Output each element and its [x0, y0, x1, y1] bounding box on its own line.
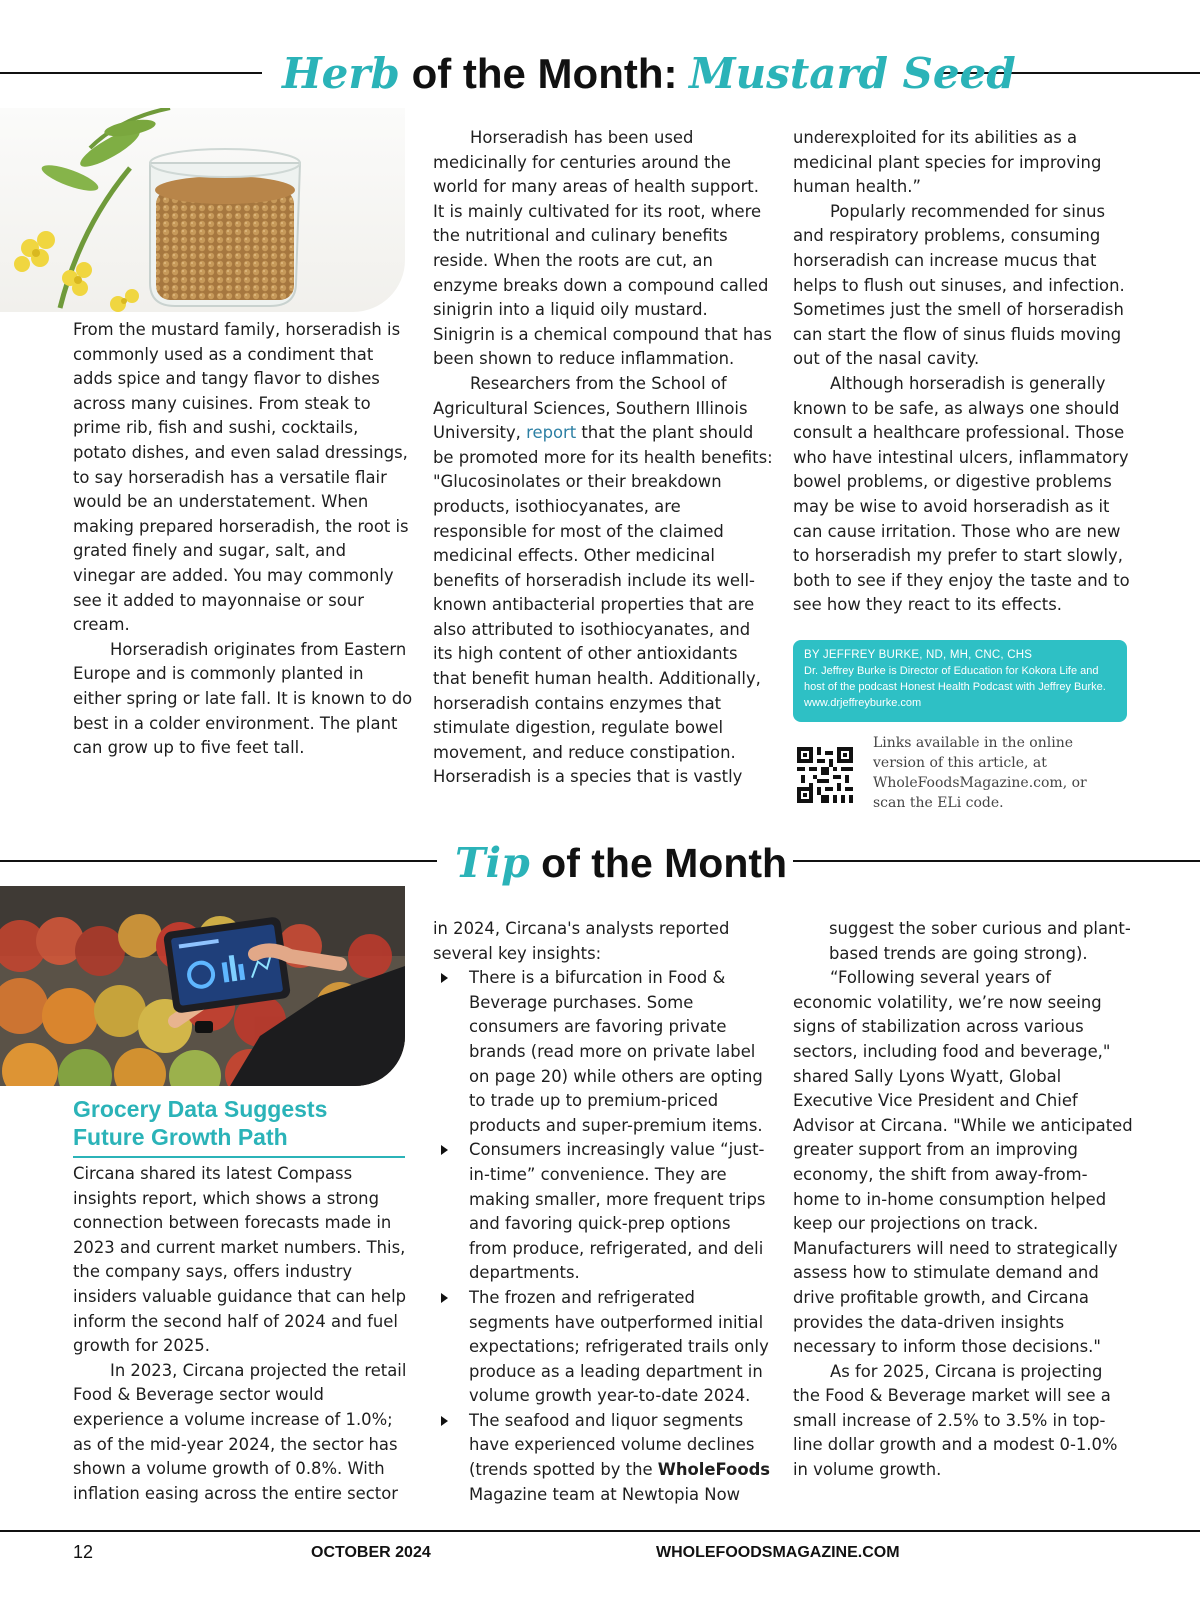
site-url[interactable]: WHOLEFOODSMAGAZINE.COM [656, 1544, 900, 1561]
grocery-tablet-image [0, 886, 405, 1086]
herb-title [282, 48, 1016, 100]
tip-col2-intro: in 2024, Circana's analysts reported several key insights: [433, 919, 730, 963]
byline-author: BY JEFFREY BURKE, ND, MH, CNC, CHS [804, 649, 1033, 661]
tip-column-3 [793, 917, 1133, 1483]
insights-list [433, 966, 773, 1507]
tip-column-1 [73, 1162, 413, 1506]
herb-rule-left [0, 72, 262, 74]
herb-col2-para-2 [433, 372, 773, 790]
insight-4-brand: WholeFoods [657, 1460, 771, 1480]
tip-col1-para-1: Circana shared its latest Compass insights report, which shows a strong connection between forecasts made in 2023 and current market numbers. This, the company says, offers industry insiders valuable guidance that can help inform the second half of 2024 and fuel growth for 2025. [73, 1164, 407, 1356]
herb-column-1 [73, 318, 413, 761]
qr-code-note: Links available in the online version of this article, at WholeFoodsMagazine.com, or scan the ELi code. [873, 735, 1087, 811]
herb-col3-para-1: underexploited for its abilities as a medicinal plant species for improving human health.” [793, 128, 1102, 197]
herb-col2-para-2-start: Researchers from the School of Agricultural Sciences, Southern Illinois University, [433, 373, 748, 443]
herb-title-mid: of the Month: [399, 50, 690, 97]
tip-col1-para-2: In 2023, Circana projected the retail Food & Beverage sector would experience a volume increase of 1.0%; as of the mid-year 2024, the sector has shown a volume growth of 0.8%. With inflation easing across the entire sector [73, 1360, 407, 1503]
tip-title [455, 838, 787, 888]
herb-title-accent2: Mustard Seed [689, 49, 1016, 98]
herb-col3-para-3: Although horseradish is generally known to be safe, as always one should consult a healthcare professional. Those who have intestinal ulcers, inflammatory bowel problems, or digestive problems may be wise to avoid horseradish as it can cause irritation. Those who are new to horseradish my prefer to start slowly, both to see if they enjoy the taste and to see how they react to its effects. [793, 373, 1130, 615]
tip-rule-left [0, 860, 437, 862]
byline-url[interactable]: www.drjeffreyburke.com [804, 697, 922, 709]
tip-subhead: Grocery Data Suggests Future Growth Path [73, 1096, 328, 1150]
herb-col1-para-1: From the mustard family, horseradish is commonly used as a condiment that adds spice and tangy flavor to dishes across many cuisines. From steak to prime rib, fish and sushi, cocktails, potato dishes, and even salad dressings, to say horseradish has a versatile flair would be an understatement. When making prepared horseradish, the root is grated finely and sugar, salt, and vinegar are added. You may commonly see it added to mayonnaise or sour cream. [73, 320, 409, 635]
herb-col3-para-2: Popularly recommended for sinus and respiratory problems, consuming horseradish can increase mucus that helps to flush out sinuses, and infection. Sometimes just the smell of horseradish can start the flow of sinus fluids moving out of the nasal cavity. [793, 201, 1125, 369]
herb-title-accent1: Herb [282, 49, 400, 98]
tip-rule-right [793, 860, 1200, 862]
herb-column-2 [433, 126, 773, 790]
mustard-seed-illustration [0, 108, 405, 312]
byline-bio: Dr. Jeffrey Burke is Director of Education for Kokora Life and host of the podcast Honest Health Podcast with Jeffrey Burke. [804, 665, 1106, 693]
page-number: 12 [73, 1542, 94, 1562]
tip-title-rest: of the Month [529, 840, 788, 886]
insight-item: There is a bifurcation in Food & Beverage purchases. Some consumers are favoring private brands (read more on private label on page 20) while others are opting to trade up to premium-priced products and super-premium items. [433, 966, 773, 1138]
insight-item: The frozen and refrigerated segments have outperformed initial expectations; refrigerated trails only produce as a leading department in volume growth year-to-date 2024. [433, 1286, 773, 1409]
footer-rule [0, 1530, 1200, 1532]
herb-col2-para-2-end: that the plant should be promoted more for its health benefits: "Glucosinolates or their breakdown products, isothiocyanates, are responsible for most of the claimed medicinal effects. Other medicinal benefits of horseradish include its well-known antibacterial properties that are also attributed to isothiocyanates, and its high content of other antioxidants that benefit human health. Additionally, horseradish contains enzymes that stimulate digestion, regulate bowel movement, and reduce constipation. Horseradish is a species that is vastly [433, 423, 773, 787]
author-byline [793, 640, 1127, 722]
mustard-seed-image [0, 108, 405, 312]
tip-col3-para-2: As for 2025, Circana is projecting the Food & Beverage market will see a small increase of 2.5% to 3.5% in top-line dollar growth and a modest 0-1.0% in volume growth. [793, 1361, 1118, 1480]
report-link[interactable]: report [526, 423, 577, 443]
subhead-underline [73, 1156, 405, 1158]
herb-column-3 [793, 126, 1133, 618]
insight-4-end: Magazine team at Newtopia Now [469, 1484, 740, 1504]
insight-item [433, 1409, 773, 1507]
qr-code-icon[interactable] [797, 747, 853, 803]
tip-col3-continued: suggest the sober curious and plant-based trends are going strong). [829, 919, 1131, 963]
tip-title-accent: Tip [455, 839, 530, 887]
insight-item: Consumers increasingly value “just-in-time” convenience. They are making smaller, more frequent trips and favoring quick-prep options from produce, refrigerated, and deli departments. [433, 1138, 773, 1286]
issue-date: OCTOBER 2024 [311, 1544, 431, 1561]
tip-col3-para-1: “Following several years of economic volatility, we’re now seeing signs of stabilization across various sectors, including food and beverage," shared Sally Lyons Wyatt, Global Executive Vice President and Chief Advisor at Circana. "While we anticipated greater support from an improving economy, the shift from away-from-home to in-home consumption helped keep our projections on track. Manufacturers will need to strategically assess how to stimulate demand and drive profitable growth, and Circana provides the data-driven insights necessary to inform those decisions." [793, 968, 1133, 1357]
herb-col1-para-2: Horseradish originates from Eastern Europe and is commonly planted in either spring or late fall. It is known to do best in a colder environment. The plant can grow up to five feet tall. [73, 639, 413, 758]
grocery-illustration [0, 886, 405, 1086]
herb-col2-para-1: Horseradish has been used medicinally for centuries around the world for many areas of health support. It is mainly cultivated for its root, where the nutritional and culinary benefits reside. When the roots are cut, an enzyme breaks down a compound called sinigrin into a liquid oily mustard. Sinigrin is a chemical compound that has been shown to reduce inflammation. [433, 128, 772, 369]
tip-column-2 [433, 917, 773, 1507]
insight-4-start: The seafood and liquor segments have experienced volume declines (trends spotted by the [469, 1410, 755, 1480]
